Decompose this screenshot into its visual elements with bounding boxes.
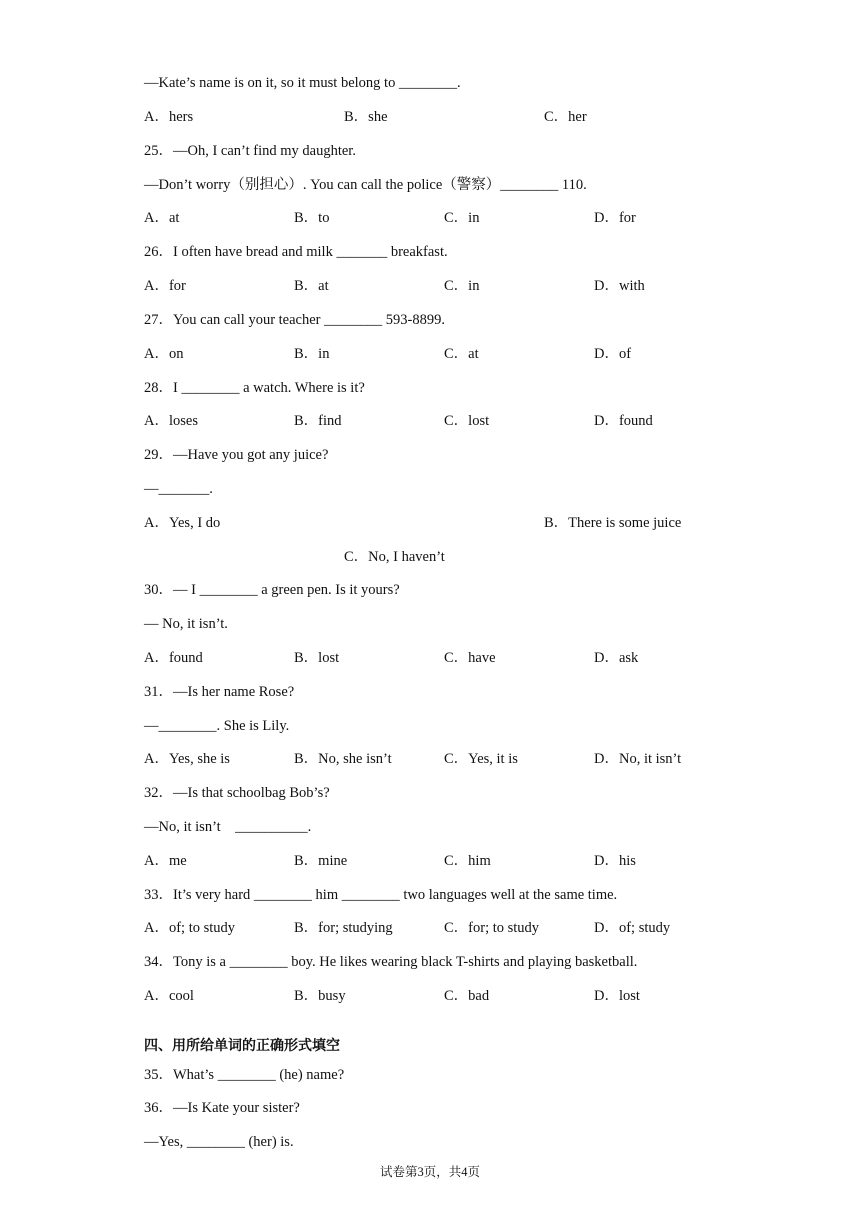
option-a: A．on — [144, 346, 184, 362]
question-29-options-row1 — [144, 513, 764, 533]
question-36-line2: —Yes, ________ (her) is. — [144, 1134, 294, 1150]
option-b: B．to — [294, 210, 330, 226]
option-c: C．in — [444, 278, 480, 294]
option-d: D．for — [594, 210, 636, 226]
question-28-stem: 28．I ________ a watch. Where is it? — [144, 380, 365, 396]
option-a: A．Yes, I do — [144, 515, 221, 531]
option-c: C．her — [544, 109, 587, 125]
option-d: D．with — [594, 278, 645, 294]
question-25-line2: —Don’t worry（别担心）. You can call the police（警察）________ 110. — [144, 177, 587, 193]
option-b: B．at — [294, 278, 329, 294]
question-32-line2: —No, it isn’t __________. — [144, 819, 312, 835]
question-31-line2: —________. She is Lily. — [144, 718, 290, 734]
option-a: A．hers — [144, 109, 194, 125]
question-25-options — [144, 208, 764, 228]
question-29-line1: 29．—Have you got any juice? — [144, 447, 329, 463]
question-31-options — [144, 749, 764, 769]
option-b: B．There is some juice — [544, 515, 682, 531]
question-30-line1: 30．— I ________ a green pen. Is it yours? — [144, 582, 400, 598]
option-a: A．found — [144, 650, 203, 666]
question-31-line1: 31．—Is her name Rose? — [144, 684, 295, 700]
option-a: A．loses — [144, 413, 198, 429]
option-b: B．she — [344, 109, 388, 125]
option-d: D．ask — [594, 650, 639, 666]
question-34-stem: 34．Tony is a ________ boy. He likes wearing black T-shirts and playing basketball. — [144, 954, 638, 970]
option-b: B．lost — [294, 650, 340, 666]
question-35-stem: 35．What’s ________ (he) name? — [144, 1067, 345, 1083]
option-a: A．at — [144, 210, 180, 226]
question-29-options-row2 — [144, 547, 764, 567]
option-b: B．mine — [294, 853, 348, 869]
option-c: C．at — [444, 346, 479, 362]
question-24-stem: —Kate’s name is on it, so it must belong to ________. — [144, 75, 461, 91]
option-c: C．him — [444, 853, 491, 869]
option-c: C．bad — [444, 988, 490, 1004]
option-c: C．No, I haven’t — [344, 549, 445, 565]
question-32-options — [144, 851, 764, 871]
question-33-options — [144, 918, 764, 938]
question-24-options — [144, 107, 764, 127]
option-c: C．Yes, it is — [444, 751, 518, 767]
option-b: B．No, she isn’t — [294, 751, 392, 767]
question-26-options — [144, 276, 764, 296]
question-28-options — [144, 411, 764, 431]
option-b: B．busy — [294, 988, 346, 1004]
option-b: B．find — [294, 413, 342, 429]
question-27-options — [144, 344, 764, 364]
option-b: B．in — [294, 346, 330, 362]
option-a: A．of; to study — [144, 920, 236, 936]
option-c: C．have — [444, 650, 496, 666]
option-d: D．found — [594, 413, 653, 429]
question-30-options — [144, 648, 764, 668]
section-heading: 四、用所给单词的正确形式填空 — [144, 1038, 340, 1054]
question-27-stem: 27．You can call your teacher ________ 593-8899. — [144, 312, 445, 328]
page-footer: 试卷第3页，共4页 — [379, 1165, 480, 1179]
option-a: A．cool — [144, 988, 194, 1004]
question-32-line1: 32．—Is that schoolbag Bob’s? — [144, 785, 330, 801]
option-d: D．his — [594, 853, 636, 869]
option-c: C．in — [444, 210, 480, 226]
option-d: D．lost — [594, 988, 640, 1004]
option-a: A．for — [144, 278, 186, 294]
question-25-line1: 25．—Oh, I can’t find my daughter. — [144, 143, 356, 159]
question-26-stem: 26．I often have bread and milk _______ breakfast. — [144, 244, 448, 260]
option-a: A．Yes, she is — [144, 751, 230, 767]
option-b: B．for; studying — [294, 920, 393, 936]
question-30-line2: — No, it isn’t. — [144, 616, 228, 632]
option-a: A．me — [144, 853, 187, 869]
question-36-line1: 36．—Is Kate your sister? — [144, 1100, 300, 1116]
option-d: D．No, it isn’t — [594, 751, 682, 767]
question-34-options — [144, 986, 764, 1006]
option-c: C．for; to study — [444, 920, 540, 936]
question-33-stem: 33．It’s very hard ________ him ________ two languages well at the same time. — [144, 887, 618, 903]
option-d: D．of — [594, 346, 632, 362]
option-d: D．of; study — [594, 920, 671, 936]
option-c: C．lost — [444, 413, 490, 429]
question-29-line2: —_______. — [144, 481, 213, 497]
